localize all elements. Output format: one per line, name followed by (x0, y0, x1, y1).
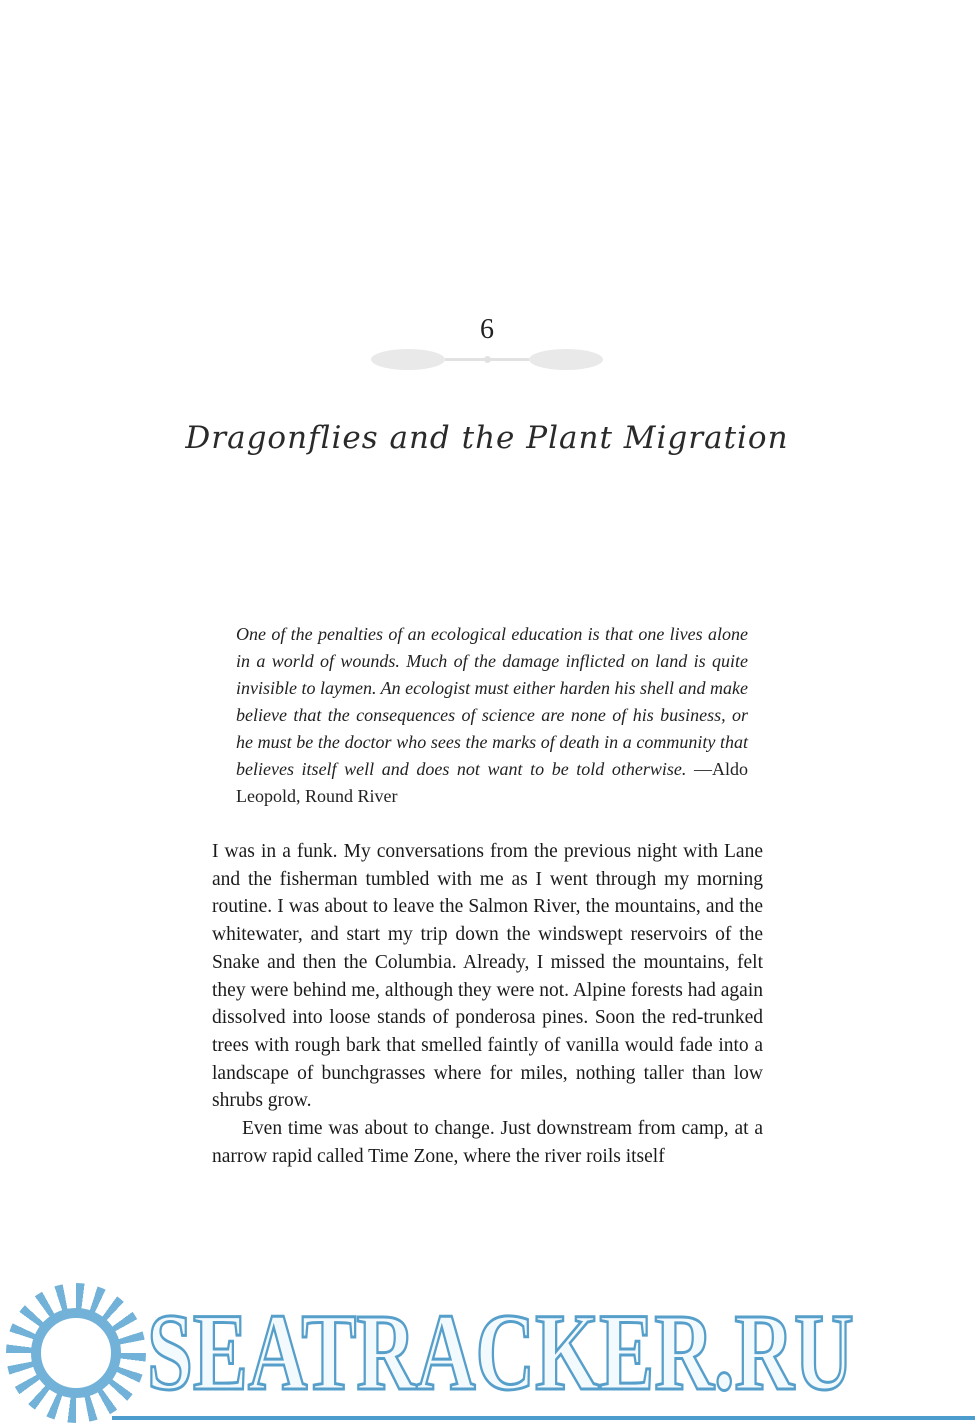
epigraph (236, 621, 748, 810)
paddle-blade-left (371, 349, 445, 370)
chapter-number: 6 (480, 314, 494, 345)
paragraph: I was in a funk. My conversations from the previous night with Lane and the fisherman tumbled with me as I went through my morning routine. I was about to leave the Salmon River, the mountains, and the whitewater, and start my trip down the windswept reservoirs of the Snake and then the Columbia. Already, I missed the mountains, felt they were behind me, although they were not. Alpine forests had again dissolved into loose stands of ponderosa pines. Soon the red-trunked trees with rough bark that smelled faintly of vanilla would fade into a landscape of bunchgrasses where for miles, nothing taller than low shrubs grow. (212, 841, 763, 1112)
bottom-rule (112, 1416, 975, 1420)
chapter-title: Dragonflies and the Plant Migration (185, 420, 789, 456)
epigraph-attribution: —Aldo Leopold, (236, 759, 749, 806)
watermark-text: SEATRACKER.RU (147, 1291, 854, 1413)
paddle-ornament-icon (212, 348, 762, 370)
body-text (212, 838, 763, 1170)
epigraph-quote: One of the penalties of an ecological education is that one lives alone in a world of wounds. Much of the damage inflicted on land is quite invisible to laymen. An ecologist must either harden his shell and make believe that the consequences of science are none of his business, or he must be the doctor who sees the marks of death in a community that believes itself well and does not want to be told otherwise. (236, 624, 748, 779)
sun-core (31, 1308, 121, 1398)
paddle-blade-right (529, 349, 603, 370)
paddle-shaft (445, 358, 529, 361)
epigraph-source: Round River (305, 786, 398, 806)
paragraph: Even time was about to change. Just downstream from camp, at a narrow rapid called Time Zone, where the river roils itself (212, 1118, 763, 1167)
sun-logo-icon (6, 1283, 146, 1423)
